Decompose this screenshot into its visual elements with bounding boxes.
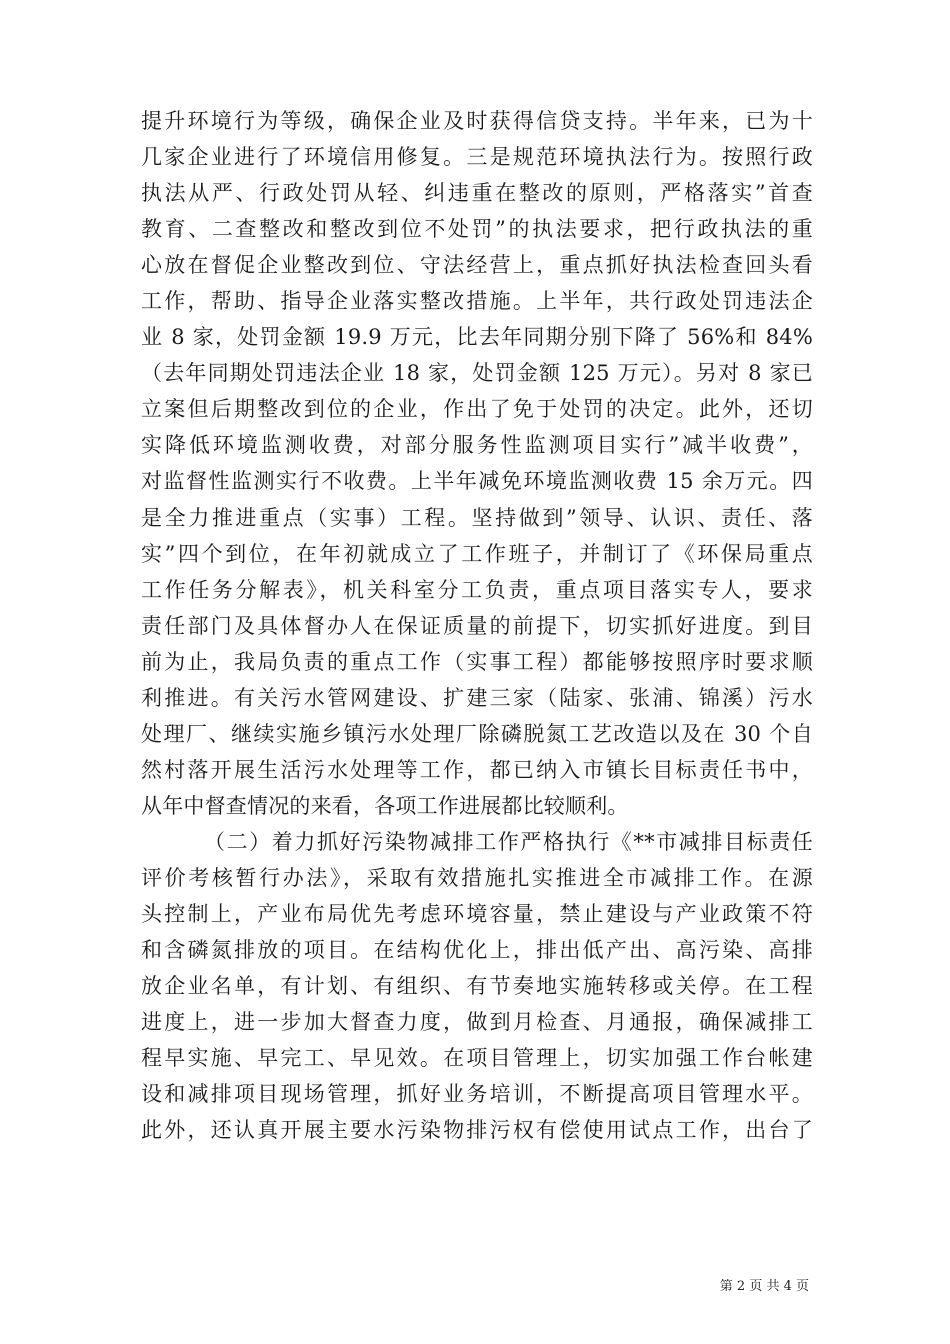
- text-line: （去年同期处罚违法企业 18 家，处罚金额 125 万元）。另对 8 家已: [141, 361, 813, 386]
- page-footer: [0, 1278, 950, 1296]
- text-line: 前为止，我局负责的重点工作（实事工程）都能够按照序时要求顺: [141, 649, 813, 674]
- text-line: 对监督性监测实行不收费。上半年减免环境监测收费 15 余万元。四: [141, 469, 813, 494]
- paragraph-end-line: 从年中督查情况的来看，各项工作进展都比较顺利。: [141, 793, 629, 818]
- section-heading-line: （二）着力抓好污染物减排工作严格执行《**市减排目标责任: [204, 829, 813, 854]
- text-line: 进度上，进一步加大督查力度，做到月检查、月通报，确保减排工: [141, 1010, 813, 1035]
- text-line: 心放在督促企业整改到位、守法经营上，重点抓好执法检查回头看: [141, 253, 813, 278]
- text-line: 工作，帮助、指导企业落实整改措施。上半年，共行政处罚违法企: [141, 289, 813, 314]
- text-line: 立案但后期整改到位的企业，作出了免于处罚的决定。此外，还切: [141, 397, 813, 422]
- text-line: 教育、二查整改和整改到位不处罚”的执法要求，把行政执法的重: [141, 217, 813, 242]
- text-line: 责任部门及具体督办人在保证质量的前提下，切实抓好进度。到目: [141, 613, 813, 638]
- body-text: [141, 103, 813, 1148]
- text-line: 实”四个到位，在年初就成立了工作班子，并制订了《环保局重点: [141, 541, 813, 566]
- text-line: 是全力推进重点（实事）工程。坚持做到”领导、认识、责任、落: [141, 505, 813, 530]
- text-line: 和含磷氮排放的项目。在结构优化上，排出低产出、高污染、高排: [141, 938, 813, 963]
- page-number: 第 2 页 共 4 页: [719, 1279, 809, 1294]
- text-line: 设和减排项目现场管理，抓好业务培训，不断提高项目管理水平。: [141, 1082, 813, 1107]
- text-line: 处理厂、继续实施乡镇污水处理厂除磷脱氮工艺改造以及在 30 个自: [141, 721, 813, 746]
- text-line: 评价考核暂行办法》，采取有效措施扎实推进全市减排工作。在源: [141, 865, 813, 890]
- text-line: 业 8 家，处罚金额 19.9 万元，比去年同期分别下降了 56%和 84%: [141, 325, 813, 350]
- text-line: 放企业名单，有计划、有组织、有节奏地实施转移或关停。在工程: [141, 974, 813, 999]
- text-line: 几家企业进行了环境信用修复。三是规范环境执法行为。按照行政: [141, 145, 813, 170]
- text-line: 利推进。有关污水管网建设、扩建三家（陆家、张浦、锦溪）污水: [141, 685, 813, 710]
- text-line: 此外，还认真开展主要水污染物排污权有偿使用试点工作，出台了: [141, 1118, 813, 1143]
- text-line: 提升环境行为等级，确保企业及时获得信贷支持。半年来，已为十: [141, 109, 813, 133]
- text-line: 程早实施、早完工、早见效。在项目管理上，切实加强工作台帐建: [141, 1046, 813, 1071]
- text-line: 工作任务分解表》，机关科室分工负责，重点项目落实专人，要求: [141, 577, 813, 602]
- text-line: 头控制上，产业布局优先考虑环境容量，禁止建设与产业政策不符: [141, 902, 813, 927]
- text-line: 然村落开展生活污水处理等工作，都已纳入市镇长目标责任书中，: [141, 757, 813, 782]
- text-line: 实降低环境监测收费，对部分服务性监测项目实行”减半收费”，: [141, 433, 813, 458]
- text-line: 执法从严、行政处罚从轻、纠违重在整改的原则，严格落实”首查: [141, 181, 813, 206]
